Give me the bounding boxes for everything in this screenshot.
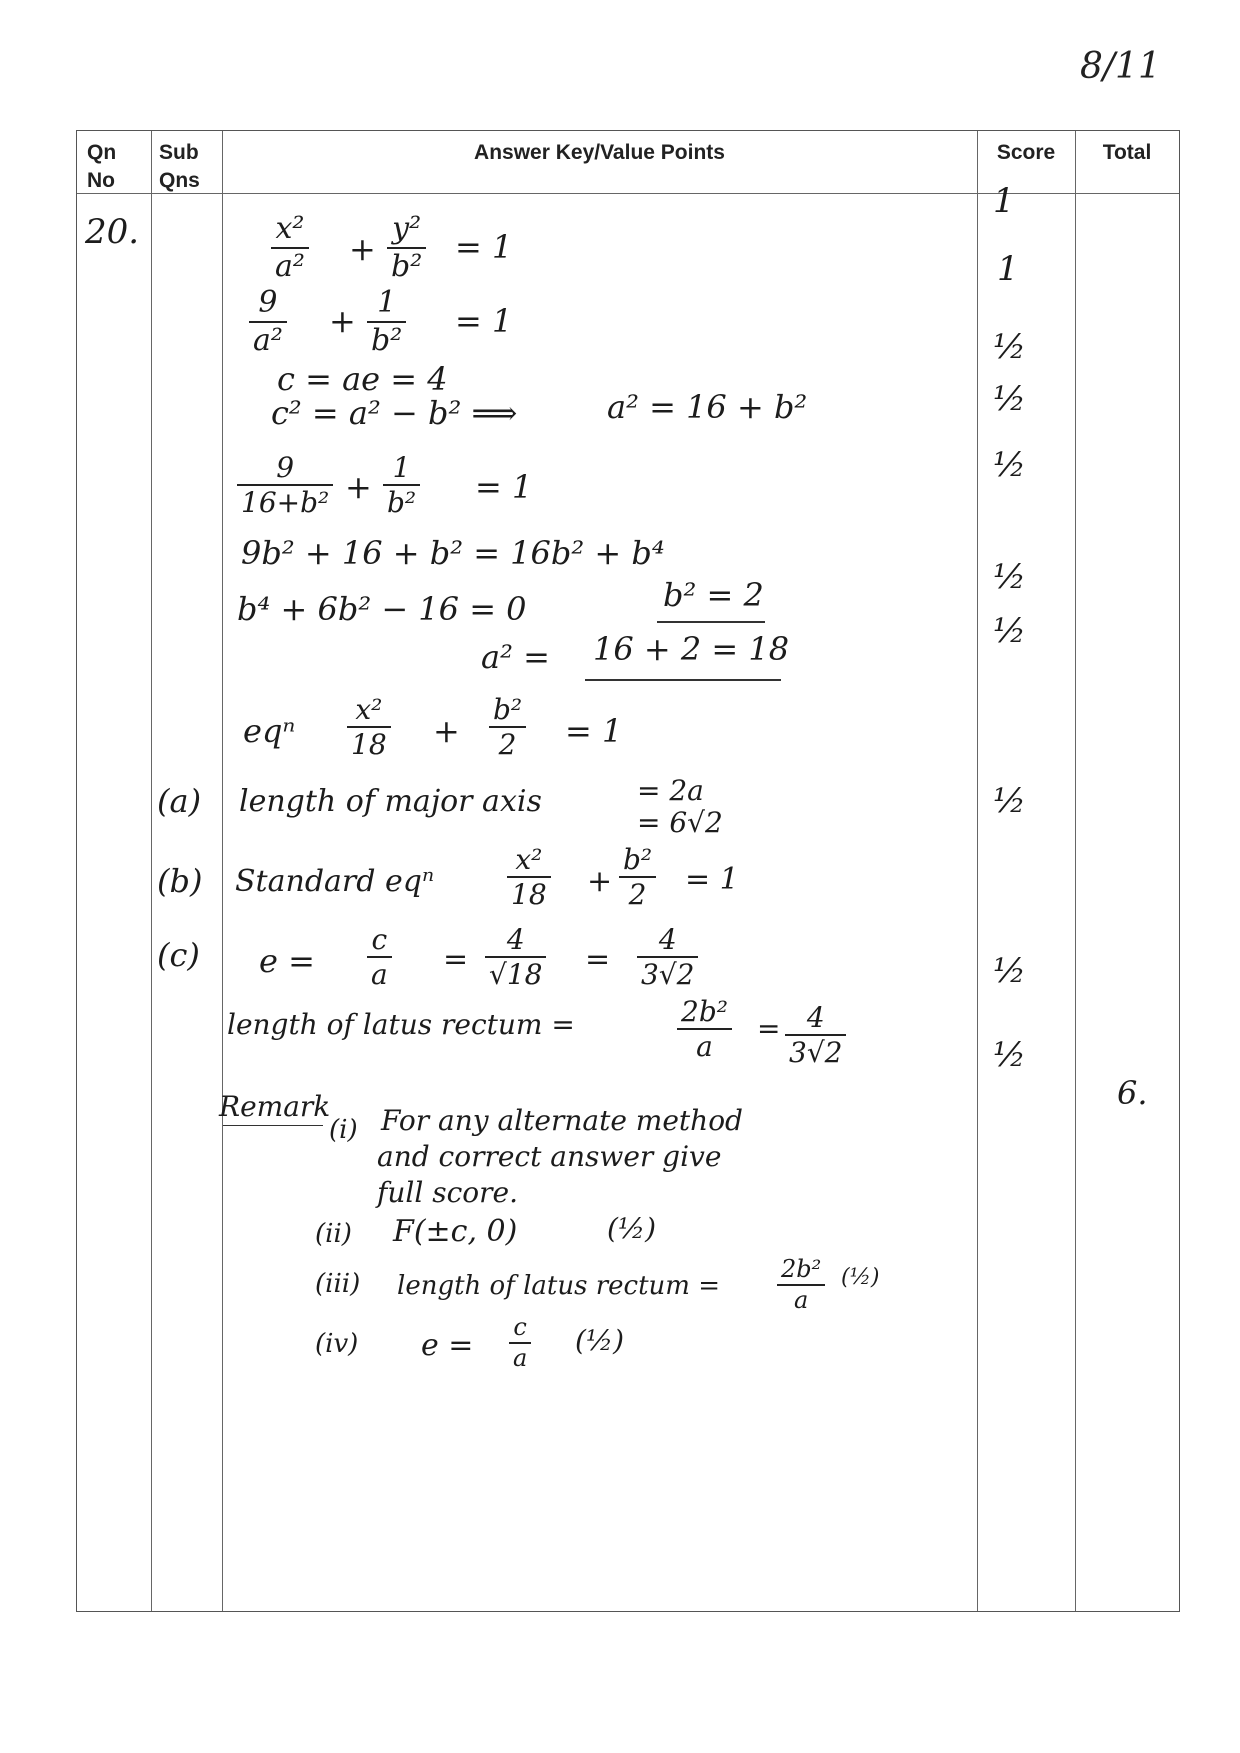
remark-item4-text: e = bbox=[421, 1328, 474, 1363]
step4-right: a² = 16 + b² bbox=[607, 388, 808, 426]
step1-fraction-2: $\frac{\text{y²}}{\text{b²}}$ bbox=[387, 213, 426, 282]
remark-item2-text: F(±c, 0) bbox=[393, 1214, 518, 1249]
standard-eq-rhs: = 1 bbox=[685, 862, 739, 897]
latus-rectum-fraction-1: $\frac{\text{2b²}}{a}$ bbox=[677, 997, 732, 1062]
step1-fraction-1: $\frac{\text{x²}}{\text{a²}}$ bbox=[271, 213, 309, 282]
step6: 9b² + 16 + b² = 16b² + b⁴ bbox=[241, 534, 665, 572]
score-5: ½ bbox=[993, 445, 1026, 485]
score-9: ½ bbox=[993, 951, 1026, 991]
step8-underline bbox=[585, 679, 781, 681]
remark-title: Remark bbox=[219, 1090, 331, 1123]
step2-fraction-1: $\frac{9}{\text{a²}}$ bbox=[249, 287, 287, 356]
total-score: 6. bbox=[1117, 1074, 1148, 1112]
step1-plus: + bbox=[349, 230, 376, 268]
step3: c = ae = 4 bbox=[277, 360, 448, 398]
remark-item1-line3: full score. bbox=[377, 1176, 518, 1209]
remark-item3-number: (iii) bbox=[315, 1269, 361, 1299]
eccentricity-fraction-2: $\frac{4}{√18}$ bbox=[485, 925, 546, 990]
remark-item3-score: (½) bbox=[841, 1265, 880, 1290]
step7-right: b² = 2 bbox=[663, 576, 764, 614]
score-10: ½ bbox=[993, 1035, 1026, 1075]
score-2: 1 bbox=[997, 249, 1019, 289]
major-axis-line1: = 2a bbox=[637, 774, 704, 807]
remark-item3-fraction: $\frac{\text{2b²}}{a}$ bbox=[777, 1257, 825, 1313]
sub-label-c: (c) bbox=[157, 936, 200, 974]
remark-item2-number: (ii) bbox=[315, 1219, 352, 1249]
eccentricity-equals-2: = bbox=[585, 942, 611, 977]
eccentricity-fraction-3: $\frac{4}{3√2}$ bbox=[637, 925, 698, 990]
header-score: Score bbox=[996, 141, 1056, 164]
sub-label-a: (a) bbox=[157, 782, 202, 820]
equation-fraction-2: $\frac{\text{b²}}{2}$ bbox=[489, 695, 526, 760]
step5-plus: + bbox=[345, 468, 372, 506]
step5-fraction-2: $\frac{1}{\text{b²}}$ bbox=[383, 453, 420, 518]
eccentricity-fraction-1: $\frac{c}{a}$ bbox=[367, 925, 392, 990]
remark-item4-fraction: $\frac{c}{a}$ bbox=[509, 1315, 531, 1371]
step5-rhs: = 1 bbox=[475, 468, 533, 506]
standard-eq-plus: + bbox=[587, 864, 613, 899]
score-8: ½ bbox=[993, 781, 1026, 821]
sub-label-b: (b) bbox=[157, 862, 203, 900]
question-number: 20. bbox=[85, 212, 140, 252]
equation-fraction-1: $\frac{\text{x²}}{18}$ bbox=[347, 695, 391, 760]
step2-rhs: = 1 bbox=[455, 302, 513, 340]
latus-rectum-fraction-2: $\frac{4}{3√2}$ bbox=[785, 1003, 846, 1068]
remark-item1-number: (i) bbox=[329, 1115, 358, 1145]
major-axis-text: length of major axis bbox=[239, 784, 542, 819]
step2-plus: + bbox=[329, 302, 356, 340]
header-total: Total bbox=[1102, 141, 1152, 164]
latus-rectum-text: length of latus rectum = bbox=[227, 1008, 575, 1041]
remark-item3-text: length of latus rectum = bbox=[397, 1271, 720, 1301]
equation-plus: + bbox=[433, 712, 460, 750]
answer-key-table bbox=[76, 130, 1180, 1612]
score-1: 1 bbox=[993, 181, 1015, 221]
score-7: ½ bbox=[993, 611, 1026, 651]
step5-fraction-1: $\frac{9}{\text{16+b²}}$ bbox=[237, 453, 333, 518]
remark-item4-number: (iv) bbox=[315, 1329, 359, 1359]
remark-item1-line2: and correct answer give bbox=[377, 1140, 722, 1173]
latus-rectum-equals: = bbox=[757, 1012, 781, 1045]
column-divider bbox=[977, 131, 978, 1611]
step8-lhs: a² = bbox=[481, 638, 550, 676]
header-qn-no: Qn No bbox=[87, 141, 117, 192]
step8-rhs: 16 + 2 = 18 bbox=[593, 630, 790, 668]
remark-item2-score: (½) bbox=[607, 1212, 656, 1245]
standard-eq-fraction-1: $\frac{\text{x²}}{18}$ bbox=[507, 845, 551, 910]
step4-left: c² = a² − b² ⟹ bbox=[271, 394, 518, 432]
remark-item4-score: (½) bbox=[575, 1324, 624, 1357]
score-3: ½ bbox=[993, 327, 1026, 367]
standard-eq-fraction-2: $\frac{\text{b²}}{2}$ bbox=[619, 845, 656, 910]
equation-rhs: = 1 bbox=[565, 712, 623, 750]
page-number: 8/11 bbox=[1080, 46, 1161, 87]
step7-underline bbox=[657, 621, 765, 623]
step1-rhs: = 1 bbox=[455, 228, 513, 266]
eccentricity-lhs: e = bbox=[259, 942, 315, 980]
standard-eq-text: Standard eqⁿ bbox=[235, 864, 435, 899]
remark-underline bbox=[223, 1125, 323, 1126]
step2-fraction-2: $\frac{1}{\text{b²}}$ bbox=[367, 287, 406, 356]
score-6: ½ bbox=[993, 557, 1026, 597]
major-axis-line2: = 6√2 bbox=[637, 806, 723, 839]
header-answer-key: Answer Key/Value Points bbox=[474, 141, 725, 164]
equation-label: eqⁿ bbox=[243, 712, 296, 750]
header-sub-qns: Sub Qns bbox=[159, 141, 200, 192]
score-4: ½ bbox=[993, 379, 1026, 419]
column-divider bbox=[151, 131, 152, 1611]
remark-item1-line1: For any alternate method bbox=[381, 1104, 743, 1137]
step7-left: b⁴ + 6b² − 16 = 0 bbox=[237, 590, 527, 628]
column-divider bbox=[222, 131, 223, 1611]
column-divider bbox=[1075, 131, 1076, 1611]
eccentricity-equals-1: = bbox=[443, 942, 469, 977]
